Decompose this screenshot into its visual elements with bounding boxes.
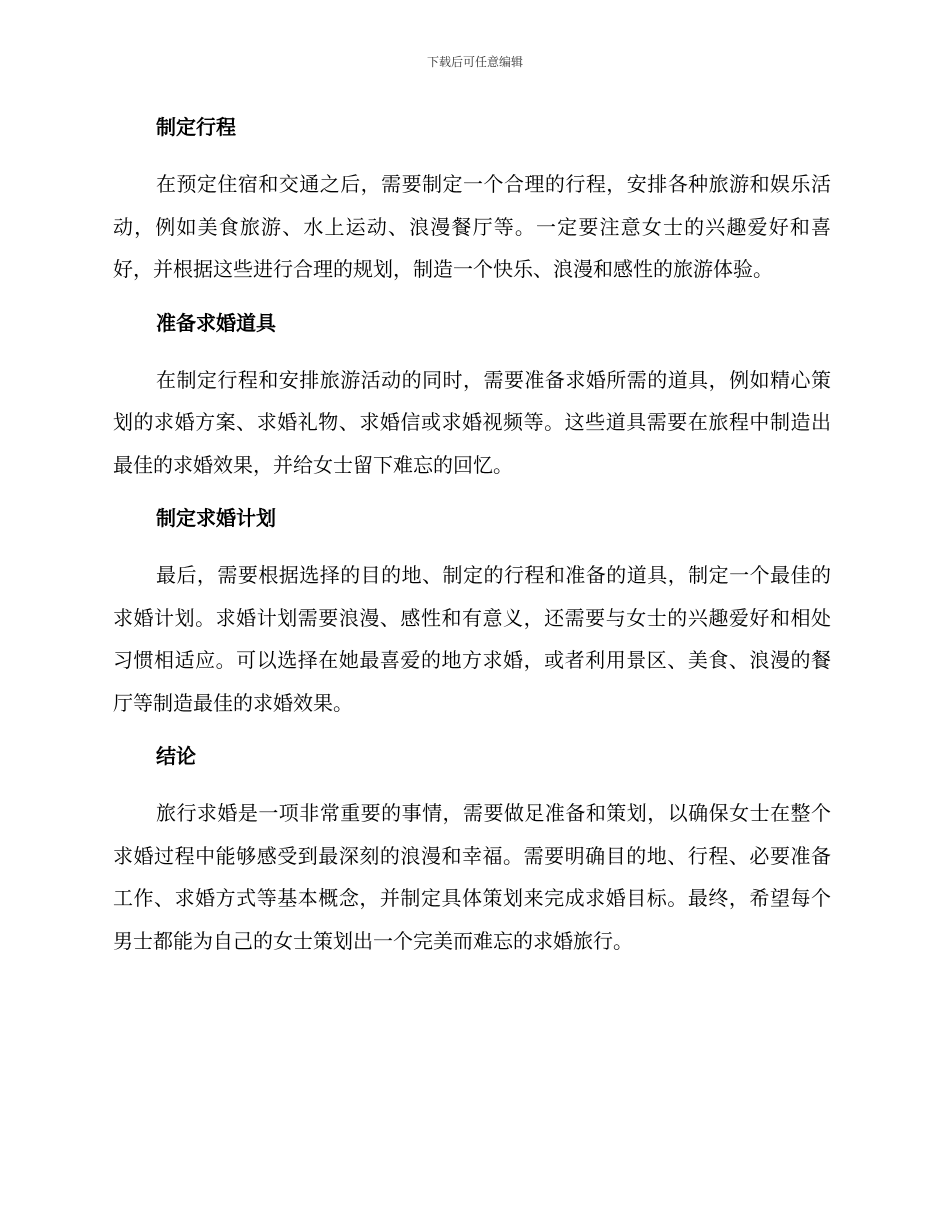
section-heading-itinerary: 制定行程 [156,115,236,139]
section-paragraph-itinerary: 在预定住宿和交通之后，需要制定一个合理的行程，安排各种旅游和娱乐活动，例如美食旅游、水上运动、浪漫餐厅等。一定要注意女士的兴趣爱好和喜好，并根据这些进行合理的规划，制造一个快乐、浪漫和感性的旅游体验。 [113,172,831,281]
section-heading-plan: 制定求婚计划 [156,506,276,530]
section-paragraph-conclusion: 旅行求婚是一项非常重要的事情，需要做足准备和策划，以确保女士在整个求婚过程中能够感受到最深刻的浪漫和幸福。需要明确目的地、行程、必要准备工作、求婚方式等基本概念，并制定具体策划来完成求婚目标。最终，希望每个男士都能为自己的女士策划出一个完美而难忘的求婚旅行。 [113,801,831,953]
section-paragraph-plan: 最后，需要根据选择的目的地、制定的行程和准备的道具，制定一个最佳的求婚计划。求婚计划需要浪漫、感性和有意义，还需要与女士的兴趣爱好和相处习惯相适应。可以选择在她最喜爱的地方求婚，或者利用景区、美食、浪漫的餐厅等制造最佳的求婚效果。 [113,563,831,715]
page-header: 下载后可任意编辑 [426,55,523,69]
section-heading-conclusion: 结论 [156,744,196,768]
section-heading-props: 准备求婚道具 [156,310,276,335]
document-body [113,109,831,962]
section-paragraph-props: 在制定行程和安排旅游活动的同时，需要准备求婚所需的道具，例如精心策划的求婚方案、求婚礼物、求婚信或求婚视频等。这些道具需要在旅程中制造出最佳的求婚效果，并给女士留下难忘的回忆。 [113,367,831,477]
